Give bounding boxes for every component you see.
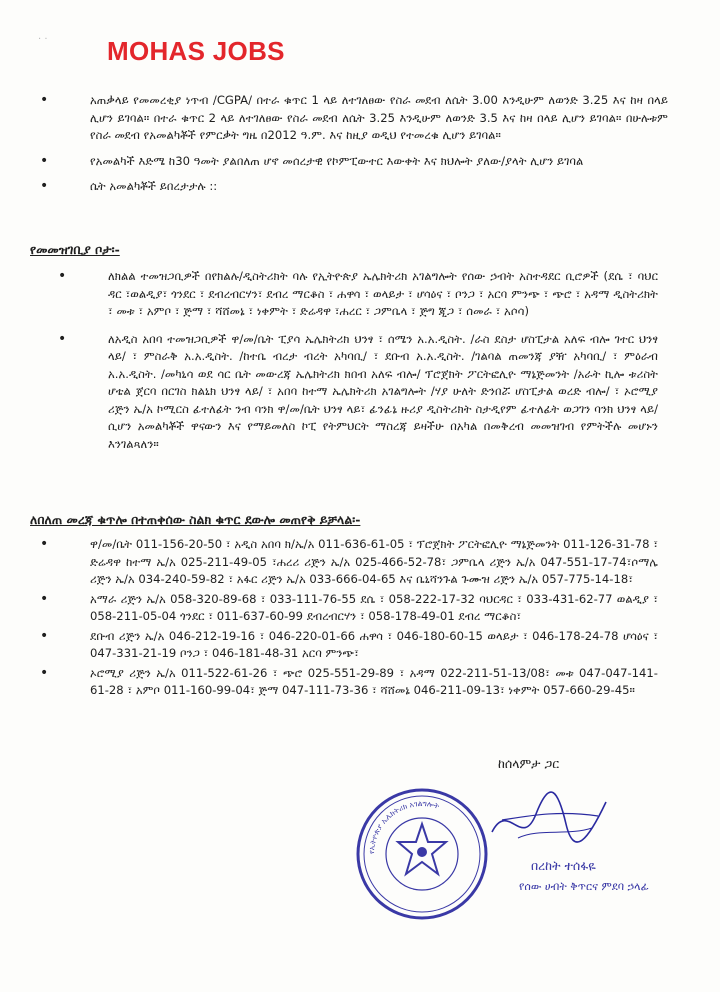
- list-item: [58, 268, 658, 321]
- scan-mark: · ·: [38, 34, 48, 45]
- signatory-name: በረከት ተሰፋዬ: [531, 858, 596, 873]
- watermark: MOHAS JOBS: [107, 36, 285, 66]
- official-stamp: [354, 786, 490, 922]
- list-item: [40, 178, 668, 196]
- signatory-title: የሰው ሀብት ቅጥርና ምደባ ኃላፊ: [519, 880, 649, 893]
- list-item: [40, 628, 658, 663]
- bullet-icon: •: [40, 627, 49, 644]
- list-item: [40, 591, 658, 626]
- closing-text: ከሰላምታ ጋር: [498, 756, 560, 771]
- requirements-list: [40, 92, 668, 196]
- list-item: [40, 665, 658, 700]
- bullet-icon: •: [58, 268, 67, 284]
- bullet-icon: •: [40, 590, 49, 607]
- registration-text: ለአዲስ አበባ ተመዝጋቢዎች ዋ/መ/ቤት ፒያሳ ኤሌክትሪክ ህንፃ ፣ ሰሜን አ.አ.ዲስት. /ራስ ደስታ ሆስፒታል አለፍ ብሎ ገተር ህንፃ ላይ/ ፣ ምስራቅ አ.አ.ዲስት. /ከተቤ ብረታ ብረት አካባቢ/ ፣ ደቡብ አ.አ.ዲስት. /ገልባል ጠመንጃ ያዥ አካባቢ/ ፣ ምዕራብ አ.አ.ዲስት. /መካኒሳ ወደ ሳር ቤት መውረጃ ኤሌክትሪክ ክበብ አለፍ ብሎ/ ፕሮጀክት ፖርትፎሊዮ ማኔጅመንት /አራት ኪሎ ቱሪስት ሆቴል ጀርባ በርገስ ክልኒክ ህንፃ ላይ/ ፣ አበባ ከተማ ኤሌክትሪክ አገልግሎት /ሃያ ሁለት ድንበሯ ሆስፒታል ወረድ ብሎ/ ፣ ኦሮሚያ ሪጅን ኤ/አ ኮሚርስ ፊተለፊት ንብ ባንክ ዋ/መ/ቤት ህንፃ ላይ፣ ፊንፊኔ ዙሪያ ዲስትሪክት ስታዲየም ፊተለፊት ወጋገን ባንክ ህንፃ ላይ/ ሲሆን አመልካቾች ዋናውን እና የማይመለስ ኮፒ የትምህርት ማስረጃ ይዛችሁ በአካል በመቅረብ መመዝገብ የምትችሉ መሆኑን እንገልጻለን።: [108, 331, 658, 451]
- signature: [488, 780, 612, 854]
- contact-text: ዋ/መ/ቤት 011-156-20-50 ፣ አዲስ አበባ ክ/ኤ/አ 011-636-61-05 ፣ ፕሮጀክት ፖርትፎሊዮ ማኔጅመንት 011-126-31-78 ፣ ድሬዳዋ ከተማ ኤ/አ 025-211-49-05 ፣ሐረሪ ሪጅን ኤ/አ 025-466-52-78፣ ጋምቤላ ሪጅን ኤ/አ 047-551-17-74፣ሶማሌ ሪጅን ኤ/አ 034-240-59-82 ፣ አፋር ሪጅን ኤ/አ 033-666-04-65 እና ቤኒሻንጉል ጉሙዝ ሪጅን ኤ/አ 057-775-14-18፣: [90, 537, 658, 586]
- list-item: [40, 92, 668, 145]
- requirement-text: ሴት አመልካቾች ይበረታታሉ ::: [90, 179, 218, 193]
- contact-text: አማራ ሪጅን ኤ/አ 058-320-89-68 ፣ 033-111-76-55 ደሴ ፣ 058-222-17-32 ባህርዳር ፣ 033-431-62-77 ወልዲያ ፣ 058-211-05-04 ጎንደር ፣ 011-637-60-99 ደብረብርሃን ፣ 058-178-49-01 ደብረ ማርቆስ፣: [90, 591, 658, 623]
- contact-text: ኦሮሚያ ሪጅን ኤ/አ 011-522-61-26 ፣ ጭሮ 025-551-29-89 ፣ አዳማ 022-211-51-13/08፣ መቱ 047-047-141-61-28 ፣ አምቦ 011-160-99-04፣ ጅማ 047-111-73-36 ፣ ሻሸመኔ 046-211-09-13፣ ነቀምት 057-660-29-45።: [90, 665, 658, 697]
- list-item: [40, 153, 668, 171]
- bullet-icon: •: [40, 536, 49, 552]
- stamp-ring-text: የኢትዮጵያ ኤሌክትሪክ አገልግሎት: [366, 798, 441, 855]
- bullet-icon: •: [40, 664, 49, 681]
- registration-list: [58, 268, 658, 453]
- contact-list: [40, 536, 658, 700]
- contact-heading: ለበለጠ መረጃ ቁጥሎ በተጠቀሰው ስልክ ቁጥር ደውሎ መጠየቅ ይቻላል፡-: [30, 512, 361, 527]
- requirement-text: የአመልካች እድሜ ከ30 ዓመት ያልበለጠ ሆኖ መሰረታዊ የኮምፒውተር እውቀት እና ክህሎት ያለው/ያላት ሊሆን ይገባል: [90, 153, 584, 168]
- bullet-icon: •: [40, 178, 49, 194]
- contact-text: ደቡብ ሪጅን ኤ/አ 046-212-19-16 ፣ 046-220-01-66 ሐዋሳ ፣ 046-180-60-15 ወላይታ ፣ 046-178-24-78 ሆሳዕና ፣ 047-331-21-19 ቦንጋ ፣ 046-181-48-31 አርባ ምንጭ፣: [90, 628, 658, 660]
- bullet-icon: •: [40, 152, 49, 169]
- list-item: [40, 536, 658, 589]
- list-item: [58, 331, 658, 454]
- registration-heading: የመመዝገቢያ ቦታ፡-: [30, 242, 120, 257]
- bullet-icon: •: [58, 330, 67, 347]
- requirement-text: አጠቃላይ የመመረቂያ ነጥብ /CGPA/ በተራ ቁጥር 1 ላይ ለተገለፀው የስራ መደብ ለሴት 3.00 እንዲሁም ለወንድ 3.25 እና ከዛ በላይ ሊሆን ይገባል። በተራ ቁጥር 2 ላይ ለተገለፀው የስራ መደብ ለሴት 3.25 እንዲሁም ለወንድ 3.5 እና ከዛ በላይ ሊሆን ይገባል። በሁሉቱም የስራ መደብ የአመልካቾች የምርቃት ግዜ በ2012 ዓ.ም. እና ከዚያ ወዲህ የተመረቁ ሊሆን ይገባል።: [90, 93, 668, 142]
- registration-text: ለክልል ተመዝጋቢዎች በየክልሉ/ዲስትሪክት ባሉ የኢትዮጵያ ኤሌክትሪክ አገልግሎት የሰው ኃብት አስተዳደር ቢሮዎች (ደሴ ፣ ባህር ዳር ፣ወልዲያ፣ ጎንደር ፣ ደብረብርሃን፣ ደብረ ማርቆስ ፣ ሐዋሳ ፣ ወላይታ ፣ ሆሳዕና ፣ ቦንጋ ፣ አርባ ምንጭ ፣ ጭሮ ፣ አዳማ ዲስትሪክት ፣ መቱ ፣ አምቦ ፣ ጅማ ፣ ሻሸመኔ ፣ ነቀምት ፣ ድሬዳዋ ፣ሐረር ፣ ጋምቤላ ፣ ጅግ ጂጋ ፣ ሰመራ ፣ አሶሳ): [108, 269, 658, 318]
- bullet-icon: •: [40, 92, 49, 108]
